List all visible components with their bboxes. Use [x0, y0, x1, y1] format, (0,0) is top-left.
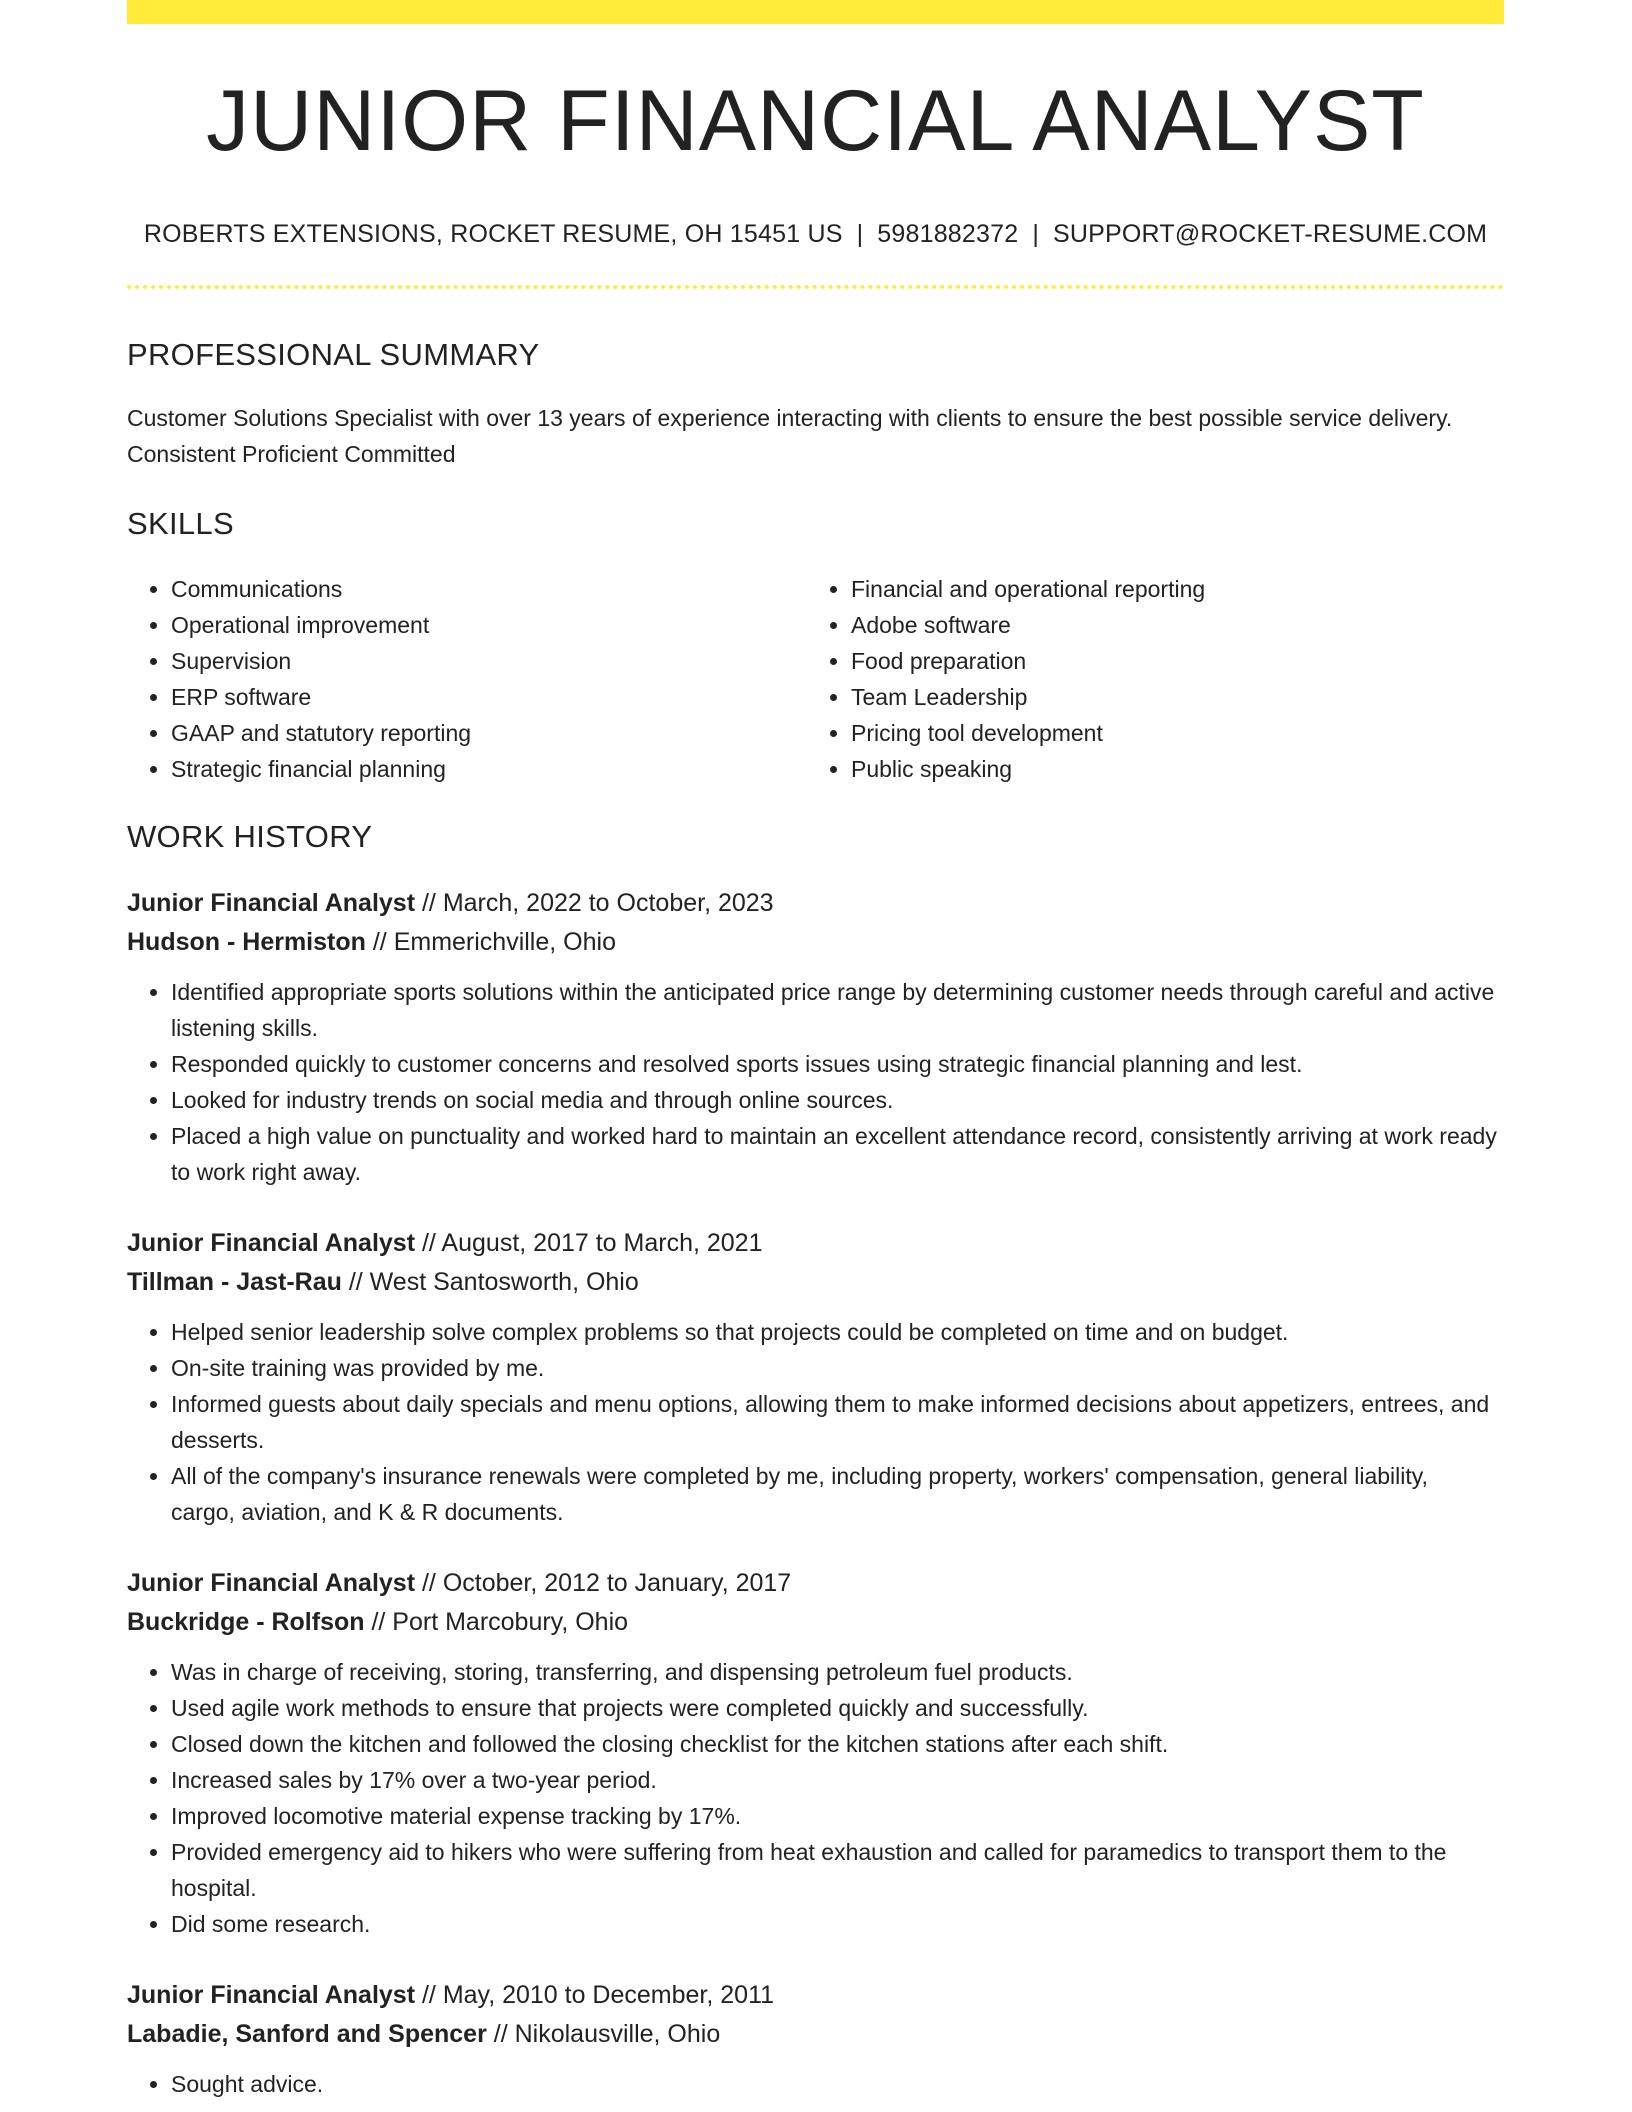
contact-line: [127, 222, 1504, 247]
job-dates: // March, 2022 to October, 2023: [415, 889, 774, 917]
summary-text: Customer Solutions Specialist with over 13 years of experience interacting with clients to ensure the best possible service delivery. Consistent Proficient Committed: [127, 405, 1453, 467]
job-bullet: • Was in charge of receiving, storing, transferring, and dispensing petroleum fuel products.: [171, 1654, 1504, 1690]
job-bullet: • Sought advice.: [171, 2066, 1504, 2102]
job-bullet: • Informed guests about daily specials and menu options, allowing them to make informed decisions about appetizers, entrees, and desserts.: [171, 1386, 1504, 1458]
job-title-line: [127, 1976, 1504, 2015]
skill-item: • Strategic financial planning: [171, 751, 805, 787]
job-dates: // October, 2012 to January, 2017: [415, 1569, 792, 1597]
job-title: Junior Financial Analyst: [127, 1569, 416, 1597]
job-title: Junior Financial Analyst: [127, 1229, 416, 1257]
job-title: Junior Financial Analyst: [127, 889, 416, 917]
job-location: // Port Marcobury, Ohio: [364, 1608, 629, 1636]
job-location: // West Santosworth, Ohio: [341, 1268, 639, 1296]
job-bullet: • Improved locomotive material expense tracking by 17%.: [171, 1798, 1504, 1834]
job-bullets: [127, 2066, 1504, 2102]
job-bullet: • Responded quickly to customer concerns and resolved sports issues using strategic financial planning and lest.: [171, 1046, 1504, 1082]
job-location: // Nikolausville, Ohio: [486, 2020, 721, 2048]
job-company-line: [127, 1263, 1504, 1302]
job-company: Labadie, Sanford and Spencer: [127, 2020, 487, 2048]
job-bullet: • Used agile work methods to ensure that projects were completed quickly and successfully.: [171, 1690, 1504, 1726]
job-title-line: [127, 884, 1504, 923]
job-title: Junior Financial Analyst: [127, 1981, 416, 2009]
job-dates: // August, 2017 to March, 2021: [415, 1229, 763, 1257]
job-title-line: [127, 1564, 1504, 1603]
resume-page: [127, 0, 1504, 2102]
skill-item: • Supervision: [171, 643, 805, 679]
job-bullet: • Placed a high value on punctuality and worked hard to maintain an excellent attendance record, consistently arriving at work ready to work right away.: [171, 1118, 1504, 1190]
contact-separator: |: [856, 220, 864, 248]
skill-item: • Food preparation: [851, 643, 1485, 679]
skills-column-right: [805, 571, 1485, 787]
job-bullet: • Closed down the kitchen and followed the closing checklist for the kitchen stations after each shift.: [171, 1726, 1504, 1762]
job-bullet: • Identified appropriate sports solutions within the anticipated price range by determining customer needs through careful and active listening skills.: [171, 974, 1504, 1046]
job-bullets: [127, 1314, 1504, 1530]
job-entry: [127, 1224, 1504, 1530]
contact-email[interactable]: SUPPORT@ROCKET-RESUME.COM: [1053, 220, 1488, 248]
job-bullet: • Looked for industry trends on social media and through online sources.: [171, 1082, 1504, 1118]
job-company: Hudson - Hermiston: [127, 928, 366, 956]
skills-heading: SKILLS: [127, 506, 234, 541]
header-divider: [127, 285, 1504, 289]
job-company-line: [127, 923, 1504, 962]
job-entry: [127, 1564, 1504, 1942]
skills-list: [127, 571, 1504, 787]
contact-address: ROBERTS EXTENSIONS, ROCKET RESUME, OH 15451 US: [143, 220, 843, 248]
skill-item: • Public speaking: [851, 751, 1485, 787]
job-bullet: • All of the company's insurance renewals were completed by me, including property, workers' compensation, general liability, cargo, aviation, and K & R documents.: [171, 1458, 1504, 1530]
job-company-line: [127, 2015, 1504, 2054]
job-bullet: • On-site training was provided by me.: [171, 1350, 1504, 1386]
summary-heading: PROFESSIONAL SUMMARY: [127, 337, 540, 372]
job-location: // Emmerichville, Ohio: [365, 928, 616, 956]
job-bullets: [127, 1654, 1504, 1942]
skills-column-left: [127, 571, 805, 787]
skill-item: • Adobe software: [851, 607, 1485, 643]
job-company: Buckridge - Rolfson: [127, 1608, 365, 1636]
work-history-heading: WORK HISTORY: [127, 819, 373, 854]
job-entry: [127, 1976, 1504, 2102]
skill-item: • Financial and operational reporting: [851, 571, 1485, 607]
contact-separator: |: [1032, 220, 1040, 248]
job-company: Tillman - Jast-Rau: [127, 1268, 342, 1296]
skill-item: • Operational improvement: [171, 607, 805, 643]
job-bullet: • Did some research.: [171, 1906, 1504, 1942]
contact-phone[interactable]: 5981882372: [877, 220, 1019, 248]
job-company-line: [127, 1603, 1504, 1642]
header-accent-bar: [127, 0, 1504, 24]
resume-name: JUNIOR FINANCIAL ANALYST: [206, 73, 1425, 169]
job-entry: [127, 884, 1504, 1190]
skill-item: • ERP software: [171, 679, 805, 715]
job-bullet: • Increased sales by 17% over a two-year period.: [171, 1762, 1504, 1798]
skill-item: • GAAP and statutory reporting: [171, 715, 805, 751]
job-bullet: • Helped senior leadership solve complex problems so that projects could be completed on time and on budget.: [171, 1314, 1504, 1350]
skill-item: • Communications: [171, 571, 805, 607]
job-bullets: [127, 974, 1504, 1190]
skill-item: • Team Leadership: [851, 679, 1485, 715]
skill-item: • Pricing tool development: [851, 715, 1485, 751]
job-title-line: [127, 1224, 1504, 1263]
job-dates: // May, 2010 to December, 2011: [415, 1981, 775, 2009]
job-bullet: • Provided emergency aid to hikers who were suffering from heat exhaustion and called for paramedics to transport them to the hospital.: [171, 1834, 1504, 1906]
